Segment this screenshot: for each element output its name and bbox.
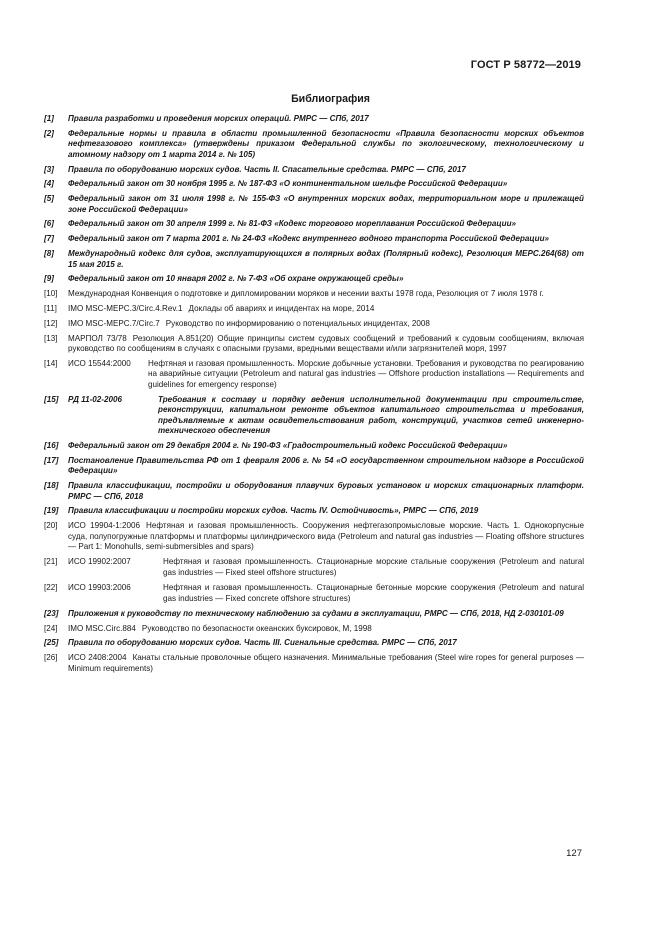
- entry-text-block: [68, 234, 584, 245]
- bibliography-entry: [44, 359, 584, 391]
- entry-text: Международная Конвенция о подготовке и дипломировании моряков и несении вахты 1978 года, Резолюция от 7 июля 1978 г.: [68, 289, 544, 299]
- entry-text: Приложения к руководству по техническому наблюдению за судами в эксплуатации, РМРС — СПб, 2018, НД 2-030101-09: [68, 608, 564, 618]
- bibliography-entry: [44, 456, 584, 477]
- bibliography-entry: [44, 194, 584, 215]
- entry-text-block: [68, 249, 584, 270]
- entry-number: [10]: [44, 289, 58, 299]
- bibliography-entry: [44, 129, 584, 161]
- entry-text-block: [68, 274, 584, 285]
- entry-number: [17]: [44, 455, 59, 465]
- entry-standard-code: РД 11-02-2006: [68, 394, 122, 404]
- entry-text: Федеральный закон от 7 марта 2001 г. № 24-ФЗ «Кодекс внутреннего водного транспорта Российской Федерации»: [68, 234, 550, 244]
- bibliography-entry: [44, 624, 584, 635]
- entry-standard-code: IMO MSC-MEPC.3/Circ.4.Rev.1: [68, 303, 183, 313]
- entry-text-block: [68, 638, 584, 649]
- bibliography-entry: [44, 114, 584, 125]
- entry-text: Требования к составу и порядку ведения исполнительной документации при строительстве, реконструкции, капитальном ремонте объектов капитального строительства и требования, предъявляемые к актам освидетельствования работ, конструкций, участков сетей инженерно-технического обеспечения: [158, 394, 584, 436]
- bibliography-entry: [44, 609, 584, 620]
- entry-text: Доклады об авариях и инцидентах на море, 2014: [188, 303, 375, 313]
- entry-text: Правила разработки и проведения морских операций. РМРС — СПб, 2017: [68, 114, 369, 123]
- bibliography-entry: [44, 481, 584, 502]
- entry-number: [15]: [44, 394, 59, 404]
- bibliography-entry: [44, 289, 584, 300]
- bibliography-entry: [44, 165, 584, 176]
- entry-text: Правила классификации, постройки и оборудования плавучих буровых установок и морских стационарных платформ. РМРС — СПб, 2018: [68, 481, 584, 501]
- bibliography-entry: [44, 521, 584, 553]
- entry-text-block: [68, 165, 584, 176]
- entry-number: [11]: [44, 303, 57, 313]
- entry-text-block: [158, 395, 584, 437]
- entry-text: Канаты стальные проволочные общего назначения. Минимальные требования (Steel wire ropes for general purposes — Minimum requirements): [68, 653, 584, 673]
- entry-text-block: [163, 557, 584, 579]
- entry-standard-code: МАРПОЛ 73/78: [68, 333, 127, 343]
- entry-number: [12]: [44, 318, 58, 328]
- entry-text-block: [68, 609, 584, 620]
- entry-text: Федеральные нормы и правила в области промышленной безопасности «Правила безопасности морских объектов нефтегазового комплекса» (утверждены приказом Федеральной службы по экологическому, технологическому и атомному надзору от 1 марта 2014 г. № 105): [68, 128, 584, 159]
- entry-text-block: [68, 319, 584, 330]
- entry-number: [9]: [44, 274, 54, 284]
- entry-text-block: [68, 304, 584, 315]
- entry-text: Нефтяная и газовая промышленность. Стационарные бетонные морские сооружения (Petroleum and natural gas industries — Fixed concrete offshore structures): [163, 582, 584, 603]
- entry-text-block: [68, 334, 584, 355]
- entry-standard-code: IMO MSC.Circ.884: [68, 623, 136, 633]
- entry-number: [22]: [44, 582, 58, 592]
- page-title: Библиография: [291, 93, 370, 105]
- entry-text-block: [68, 506, 584, 517]
- entry-standard-code: ИСО 15544:2000: [68, 358, 131, 368]
- entry-standard-code: ИСО 19902:2007: [68, 556, 131, 566]
- bibliography-entry: [44, 334, 584, 355]
- bibliography-entry: [44, 234, 584, 245]
- entry-text: Постановление Правительства РФ от 1 февраля 2006 г. № 54 «О государственном строительном надзоре в Российской Федерации»: [68, 455, 584, 476]
- entry-number: [24]: [44, 623, 58, 633]
- entry-text-block: [68, 456, 584, 477]
- entry-text: Международный кодекс для судов, эксплуатирующихся в полярных водах (Полярный кодекс), Резолюция MEPC.264(68) от 15 мая 2015 г.: [68, 249, 584, 269]
- document-code: ГОСТ Р 58772—2019: [470, 59, 581, 71]
- entry-text: Руководство по безопасности океанских буксировок, М, 1998: [141, 623, 372, 633]
- bibliography-entry: [44, 653, 584, 674]
- entry-number: [8]: [44, 249, 54, 259]
- entry-number: [20]: [44, 521, 58, 531]
- entry-text: Нефтяная и газовая промышленность. Стационарные морские стальные сооружения (Petroleum and natural gas industries — Fixed steel offshore structures): [163, 556, 584, 577]
- entry-text-block: [68, 194, 584, 215]
- entry-text-block: [68, 521, 584, 553]
- bibliography-entry: [44, 249, 584, 270]
- entry-text-block: [68, 653, 584, 674]
- entry-number: [19]: [44, 506, 59, 516]
- entry-number: [1]: [44, 114, 54, 123]
- entry-number: [26]: [44, 653, 58, 663]
- entry-text-block: [68, 289, 584, 300]
- entry-standard-code: ИСО 2408:2004: [68, 653, 127, 663]
- entry-text: Правила по оборудованию морских судов. Часть II. Спасательные средства. РМРС — СПб, 2017: [68, 164, 466, 174]
- entry-standard-code: IMO MSC-MEPC.7/Circ.7: [68, 318, 160, 328]
- entry-text-block: [68, 179, 584, 190]
- entry-number: [3]: [44, 164, 54, 174]
- entry-number: [16]: [44, 440, 59, 450]
- entry-text: Федеральный закон от 10 января 2002 г. № 7-ФЗ «Об охране окружающей среды»: [68, 274, 404, 284]
- entry-text-block: [163, 583, 584, 605]
- bibliography-entry: [44, 638, 584, 649]
- entry-text-block: [68, 219, 584, 230]
- bibliography-entry: [44, 274, 584, 285]
- entry-number: [18]: [44, 481, 59, 491]
- bibliography-entry: [44, 506, 584, 517]
- page-number: 127: [566, 848, 582, 859]
- entry-text: Федеральный закон от 30 апреля 1999 г. № 81-ФЗ «Кодекс торгового мореплавания Российской Федерации»: [68, 219, 517, 229]
- entry-text: Правила по оборудованию морских судов. Часть III. Сигнальные средства. РМРС — СПб, 2017: [68, 638, 457, 648]
- entry-text: Федеральный закон от 29 декабря 2004 г. № 190-ФЗ «Градостроительный кодекс Российской Федерации»: [68, 440, 508, 450]
- entry-number: [2]: [44, 128, 54, 138]
- entry-text-block: [68, 441, 584, 452]
- entry-number: [23]: [44, 608, 59, 618]
- bibliography-entry: [44, 395, 584, 437]
- entry-number: [4]: [44, 179, 54, 189]
- bibliography-entry: [44, 557, 584, 579]
- bibliography-entry: [44, 583, 584, 605]
- bibliography-entry: [44, 179, 584, 190]
- entry-number: [13]: [44, 333, 58, 343]
- entry-number: [14]: [44, 358, 58, 368]
- entry-standard-code: ИСО 19904-1:2006: [68, 521, 141, 531]
- entry-number: [5]: [44, 194, 54, 204]
- bibliography-entry: [44, 304, 584, 315]
- entry-number: [6]: [44, 219, 54, 229]
- bibliography-entry: [44, 319, 584, 330]
- entry-text: Нефтяная и газовая промышленность. Сооружения нефтегазопромысловые морские. Часть 1. Однокорпусные суда, полупогружные платформы и платформы цилиндрического вида (Petroleum and natural gas industries — Floating offshore structures — Part 1: Monohulls, semi-submersibles and spars): [68, 521, 585, 552]
- entry-text: Руководство по информированию о потенциальных инцидентах, 2008: [165, 318, 430, 328]
- entry-text: Правила классификации и постройки морских судов. Часть IV. Остойчивость», РМРС — СПб, 2019: [68, 506, 479, 516]
- entry-number: [21]: [44, 556, 58, 566]
- entry-text: Резолюция А.851(20) Общие принципы систем судовых сообщений и требований к судовым сообщениям, включая руководство по сообщениям в случаях с опасными грузами, вредными веществами и/или загрязнителей моря, 1997: [68, 333, 584, 354]
- entry-text-block: [68, 481, 584, 502]
- entry-text: Нефтяная и газовая промышленность. Морские добычные установки. Требования и руководства по реагированию на аварийные ситуации (Petroleum and natural gas industries — Offshore production installations — Requirements and guidelines for emergency response): [148, 358, 584, 389]
- entry-text-block: [68, 114, 584, 125]
- entry-text-block: [68, 129, 584, 161]
- bibliography-entry: [44, 219, 584, 230]
- entry-number: [25]: [44, 638, 59, 648]
- entry-number: [7]: [44, 234, 54, 244]
- entry-text: Федеральный закон от 30 ноября 1995 г. № 187-ФЗ «О континентальном шельфе Российской Федерации»: [68, 179, 508, 189]
- entry-standard-code: ИСО 19903:2006: [68, 582, 131, 592]
- entry-text: Федеральный закон от 31 июля 1998 г. № 155-ФЗ «О внутренних морских водах, территориальном море и прилежащей зоне Российской Федерации»: [68, 194, 584, 214]
- bibliography-entry: [44, 441, 584, 452]
- bibliography-list: [44, 114, 584, 678]
- entry-text-block: [148, 359, 584, 391]
- entry-text-block: [68, 624, 584, 635]
